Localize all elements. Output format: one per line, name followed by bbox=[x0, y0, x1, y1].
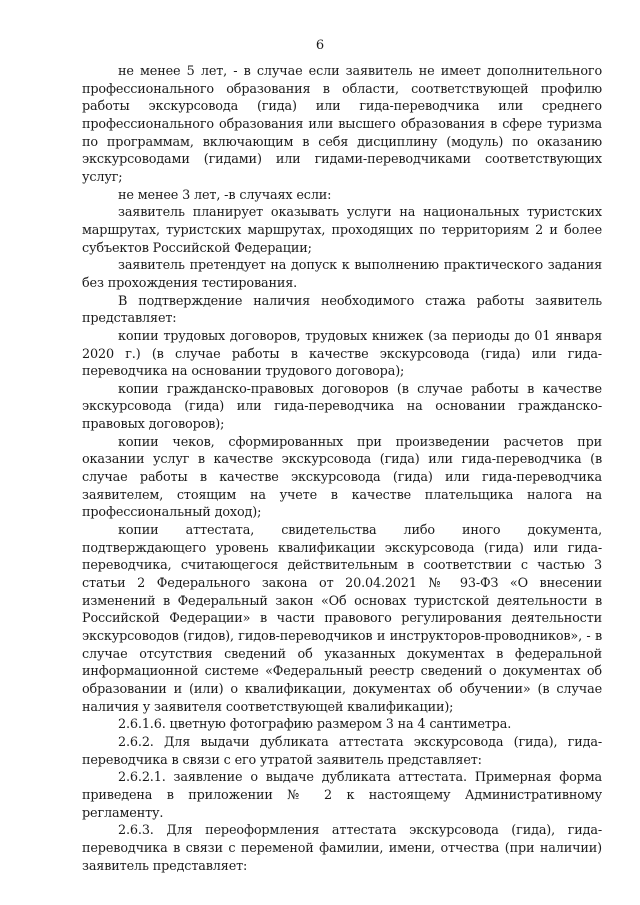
paragraph-confirmation-intro: В подтверждение наличия необходимого стажа работы заявитель представляет: bbox=[82, 293, 602, 327]
paragraph-labor-contracts: копии трудовых договоров, трудовых книжек (за периоды до 01 января 2020 г.) (в случае работы в качестве экскурсовода (гида) или гида-переводчика на основании трудового договора); bbox=[82, 328, 602, 380]
paragraph-2-6-1-6: 2.6.1.6. цветную фотографию размером 3 на 4 сантиметра. bbox=[118, 717, 512, 733]
paragraph-experience-3-years: не менее 3 лет, -в случаях если: bbox=[118, 187, 332, 203]
paragraph-certificate-copies: копии аттестата, свидетельства либо иного документа, подтверждающего уровень квалификации экскурсовода (гида) или гида-переводчика, считающегося действительным в соответствии с частью 3 статьи 2 Федерального закона от 20.04.2021 № 93-ФЗ «О внесении изменений в Федеральный закон «Об основах туристской деятельности в Российской Федерации» в части правового регулирования деятельности экскурсоводов (гидов), гидов-переводчиков и инструкторов-проводников», - в случае отсутствия сведений об указанных документах в федеральной информационной системе «Федеральный реестр сведений о документах об образовании и (или) о квалификации, документах об обучении» (в случае наличия у заявителя соответствующей квалификации); bbox=[82, 523, 602, 715]
paragraph-experience-5-years: не менее 5 лет, - в случае если заявитель не имеет дополнительного профессионального образования в области, соответствующей профилю работы экскурсовода (гида) или гида-переводчика или среднего профессионального образования или высшего образования в сфере туризма по программам, включающим в себя дисциплину (модуль) по оказанию экскурсоводами (гидами) или гидами-переводчиками соответствующих услуг; bbox=[82, 64, 602, 185]
paragraph-practical-task: заявитель претендует на допуск к выполнению практического задания без прохождения тестирования. bbox=[82, 258, 602, 291]
paragraph-2-6-3: 2.6.3. Для переоформления аттестата экскурсовода (гида), гида-переводчика в связи с переменой фамилии, имени, отчества (при наличии) заявитель представляет: bbox=[82, 823, 602, 874]
paragraph-2-6-2-1: 2.6.2.1. заявление о выдаче дубликата аттестата. Примерная форма приведена в приложении № 2 к настоящему Административному регламенту. bbox=[82, 770, 602, 821]
paragraph-2-6-2: 2.6.2. Для выдачи дубликата аттестата экскурсовода (гида), гида-переводчика в связи с его утратой заявитель представляет: bbox=[82, 734, 602, 768]
paragraph-receipts: копии чеков, сформированных при произведении расчетов при оказании услуг в качестве экскурсовода (гида) или гида-переводчика (в случае работы в качестве экскурсовода (гида) или гида-переводчика заявителем, стоящим на учете в качестве плательщика налога на профессиональный доход); bbox=[82, 434, 602, 521]
paragraph-civil-contracts: копии гражданско-правовых договоров (в случае работы в качестве экскурсовода (гида) или гида-переводчика на основании гражданско-правовых договоров); bbox=[82, 381, 602, 433]
document-body bbox=[82, 63, 602, 875]
page-number: 6 bbox=[315, 38, 325, 53]
paragraph-national-routes: заявитель планирует оказывать услуги на национальных туристских маршрутах, туристских маршрутах, проходящих по территориям 2 и более субъектов Российской Федерации; bbox=[82, 205, 602, 256]
